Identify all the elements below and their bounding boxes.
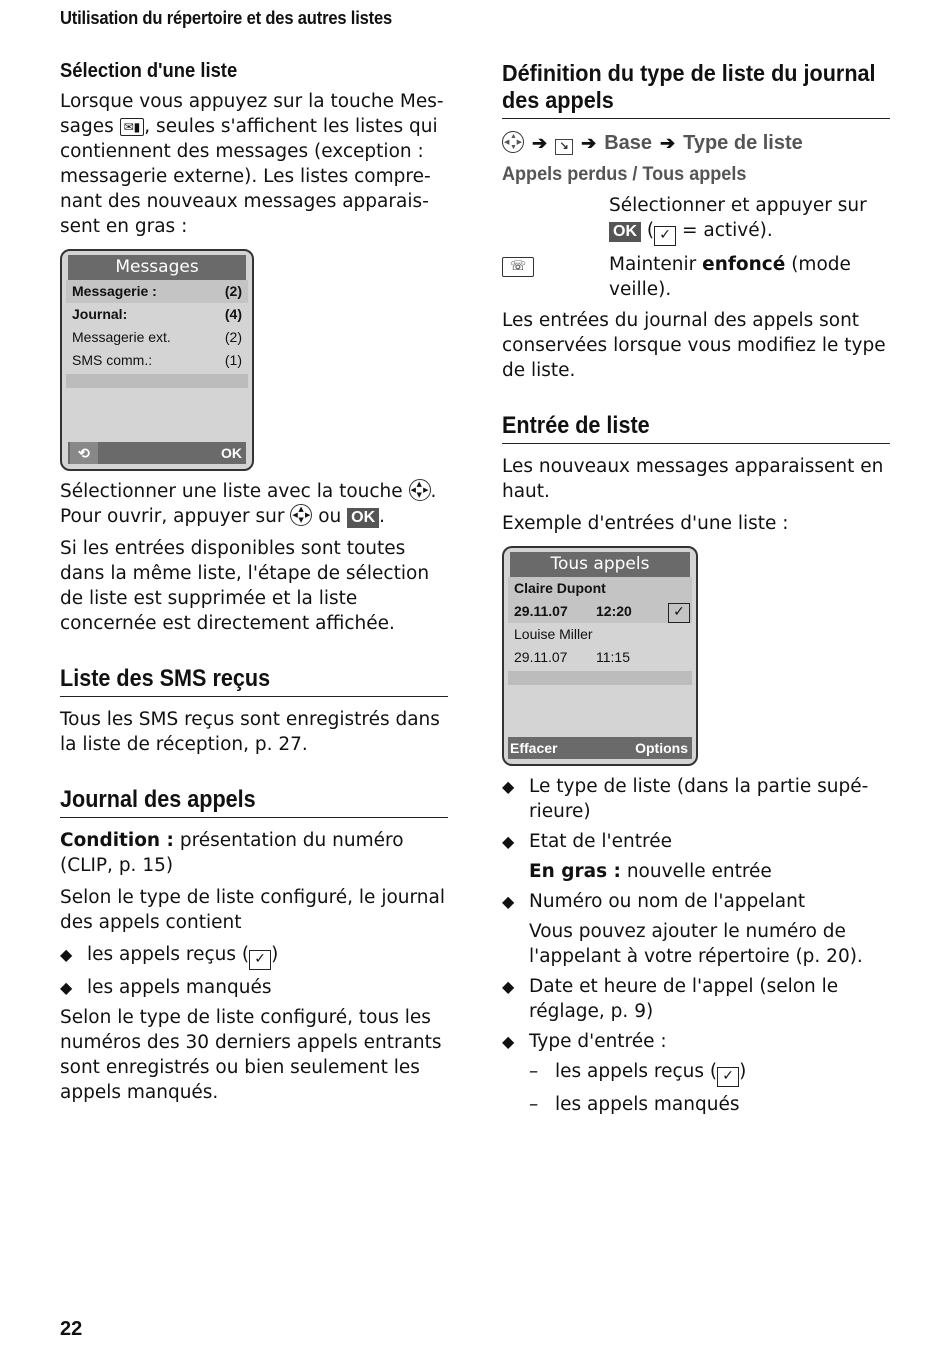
messages-screen-title: Messages	[68, 255, 246, 280]
selection-paragraph: Lorsque vous appuyez sur la touche Mes-sages ✉▮ , seules s'affichent les listes qui contiennent des messages (exception : messagerie externe). Les listes compre-nant des nouveaux messages apparais-sent en gras :	[60, 91, 444, 237]
delete-softkey[interactable]: Effacer	[510, 740, 558, 756]
path-type: Type de liste	[683, 132, 803, 154]
messages-screen-softkeys	[68, 442, 246, 464]
journal-contents-paragraph: Selon le type de liste configuré, le journal des appels contient	[60, 887, 445, 933]
journal-storage-paragraph: Selon le type de liste configuré, tous les numéros des 30 derniers appels entrants sont enregistrés ou bien seulement les appels manqués.	[60, 1007, 442, 1103]
page-number: 22	[60, 1318, 83, 1340]
check-icon: ✓	[654, 226, 676, 246]
caller-detail: Vous pouvez ajouter le numéro de l'appelant à votre répertoire (p. 20).	[529, 921, 863, 967]
list-item: ◆ Le type de liste (dans la partie supé-rieure)	[502, 776, 869, 822]
list-item: ◆ Numéro ou nom de l'appelant	[502, 891, 806, 912]
calls-screen-softkeys	[508, 737, 692, 759]
bullet-icon: ◆	[502, 777, 515, 796]
running-header: Utilisation du répertoire et des autres listes	[60, 8, 393, 28]
list-item[interactable]: SMS comm.: (1)	[72, 352, 242, 368]
list-item[interactable]: Claire Dupont 29.11.07 12:20 ✓	[508, 577, 692, 623]
bullet-icon: ◆	[502, 977, 515, 996]
screen-divider	[66, 374, 248, 388]
path-base: Base	[604, 132, 652, 154]
bullet-icon: ◆	[502, 1032, 515, 1051]
bullet-icon: ◆	[60, 945, 73, 964]
arrow-icon: ➔	[581, 133, 597, 153]
check-icon: ✓	[668, 603, 690, 623]
ok-key-icon: OK	[609, 222, 641, 242]
navigation-key-icon: ▲ ▼ ◀ ▶	[410, 480, 429, 499]
right-column	[502, 60, 890, 1122]
entry-example-paragraph: Exemple d'entrées d'une liste :	[502, 513, 789, 534]
menu-path	[502, 129, 890, 157]
entry-heading: Entrée de liste	[502, 412, 890, 444]
navigation-key-icon: ▲ ▼ ◀ ▶	[504, 133, 522, 151]
list-item: – les appels reçus ( ✓ )	[502, 1059, 890, 1087]
list-item: ◆ les appels manqués	[60, 977, 272, 998]
navigation-key-icon: ▲ ▼ ◀ ▶	[292, 505, 311, 524]
ok-key-icon: OK	[347, 508, 379, 528]
list-item[interactable]: Louise Miller 29.11.07 11:15	[514, 626, 630, 665]
sms-paragraph: Tous les SMS reçus sont enregistrés dans la liste de réception, p. 27.	[60, 709, 440, 755]
selection-heading: Sélection d'une liste	[60, 60, 238, 82]
entry-state-detail: En gras : nouvelle entrée	[529, 861, 772, 882]
list-item[interactable]: Journal: (4)	[72, 306, 242, 322]
options-softkey[interactable]: Options	[635, 740, 688, 756]
calls-screen-title: Tous appels	[510, 552, 690, 577]
list-type-options: Appels perdus / Tous appels	[502, 164, 747, 185]
left-column	[60, 60, 448, 1112]
step-select: Sélectionner et appuyer sur OK ( ✓ = activé).	[502, 193, 890, 246]
message-key-icon: ✉▮	[120, 118, 145, 136]
bullet-icon: ◆	[60, 978, 73, 997]
arrow-icon: ➔	[660, 133, 676, 153]
list-item[interactable]: Messagerie ext. (2)	[72, 329, 242, 345]
navigation-paragraph: Sélectionner une liste avec la touche ▲ ▼ ◀ ▶ . Pour ouvrir, appuyer sur ▲ ▼ ◀ ▶ ou OK .	[60, 480, 437, 527]
list-item: ◆ Date et heure de l'appel (selon le réglage, p. 9)	[502, 976, 839, 1022]
list-item: ◆ les appels reçus ( ✓ )	[60, 942, 448, 970]
ok-softkey[interactable]: OK	[221, 445, 242, 461]
bullet-icon: ◆	[502, 892, 515, 911]
messages-screen	[60, 249, 254, 471]
definition-heading: Définition du type de liste du journal des appels	[502, 60, 890, 119]
condition-paragraph: Condition : présentation du numéro (CLIP, p. 15)	[60, 830, 404, 876]
list-item: ◆ Type d'entrée :	[502, 1031, 667, 1052]
check-icon: ✓	[717, 1067, 739, 1087]
sms-heading: Liste des SMS reçus	[60, 665, 448, 697]
direct-list-paragraph: Si les entrées disponibles sont toutes dans la même liste, l'étape de sélection de liste est supprimée et la liste concernée est directement affichée.	[60, 538, 430, 634]
call-list-icon: ↘	[555, 139, 573, 155]
list-item: – les appels manqués	[529, 1094, 740, 1115]
screen-divider	[508, 671, 692, 685]
list-item: ◆ Etat de l'entrée	[502, 831, 672, 852]
calls-screen	[502, 546, 698, 766]
check-icon: ✓	[249, 950, 271, 970]
step-hold: ☏ Maintenir enfoncé (mode veille).	[502, 252, 890, 302]
end-call-key-icon: ☏	[502, 257, 534, 277]
back-icon[interactable]: ⟲	[70, 442, 98, 464]
arrow-icon: ➔	[532, 133, 548, 153]
definition-note-paragraph: Les entrées du journal des appels sont conservées lorsque vous modifiez le type de liste.	[502, 310, 886, 381]
journal-heading: Journal des appels	[60, 786, 448, 818]
entry-paragraph: Les nouveaux messages apparaissent en haut.	[502, 456, 884, 502]
list-item[interactable]: Messagerie : (2)	[66, 280, 248, 303]
bullet-icon: ◆	[502, 832, 515, 851]
